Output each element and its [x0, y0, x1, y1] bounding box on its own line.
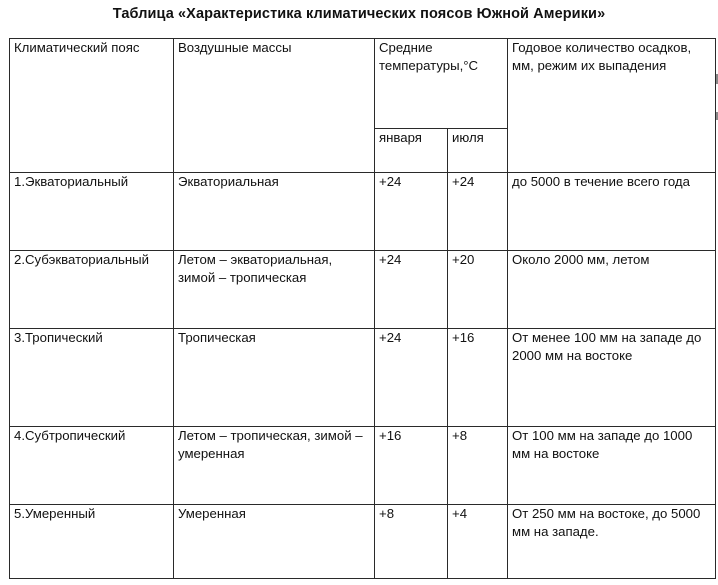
header-july: июля [448, 129, 508, 173]
cell-belt: 2.Субэкваториальный [10, 251, 174, 329]
cell-july-temp: +24 [448, 173, 508, 251]
cell-january-temp: +24 [375, 329, 448, 427]
cell-july-temp: +20 [448, 251, 508, 329]
cell-air-masses: Умеренная [174, 505, 375, 579]
cell-air-masses: Экваториальная [174, 173, 375, 251]
header-precipitation: Годовое количество осадков, мм, режим их выпадения [508, 39, 716, 173]
cell-july-temp: +4 [448, 505, 508, 579]
cell-belt: 5.Умеренный [10, 505, 174, 579]
header-avg-temp: Средние температуры,°С [375, 39, 508, 129]
cell-precipitation: От 100 мм на западе до 1000 мм на востоке [508, 427, 716, 505]
table-row [10, 505, 716, 579]
cell-january-temp: +24 [375, 251, 448, 329]
header-january: января [375, 129, 448, 173]
cell-precipitation: От 250 мм на востоке, до 5000 мм на западе. [508, 505, 716, 579]
header-air-masses: Воздушные массы [174, 39, 375, 173]
table-header-row [10, 39, 716, 129]
cell-air-masses: Тропическая [174, 329, 375, 427]
table-row [10, 251, 716, 329]
cell-precipitation: Около 2000 мм, летом [508, 251, 716, 329]
cell-precipitation: до 5000 в течение всего года [508, 173, 716, 251]
cell-precipitation: От менее 100 мм на западе до 2000 мм на востоке [508, 329, 716, 427]
cell-belt: 1.Экваториальный [10, 173, 174, 251]
cell-air-masses: Летом – экваториальная, зимой – тропическая [174, 251, 375, 329]
cell-air-masses: Летом – тропическая, зимой – умеренная [174, 427, 375, 505]
table-row [10, 329, 716, 427]
table-row [10, 173, 716, 251]
header-belt: Климатический пояс [10, 39, 174, 173]
climate-belts-table [9, 38, 716, 579]
cell-belt: 4.Субтропический [10, 427, 174, 505]
cell-belt: 3.Тропический [10, 329, 174, 427]
cell-july-temp: +16 [448, 329, 508, 427]
cell-january-temp: +24 [375, 173, 448, 251]
cell-july-temp: +8 [448, 427, 508, 505]
cell-january-temp: +8 [375, 505, 448, 579]
cell-january-temp: +16 [375, 427, 448, 505]
table-row [10, 427, 716, 505]
table-title: Таблица «Характеристика климатических поясов Южной Америки» [112, 6, 606, 22]
